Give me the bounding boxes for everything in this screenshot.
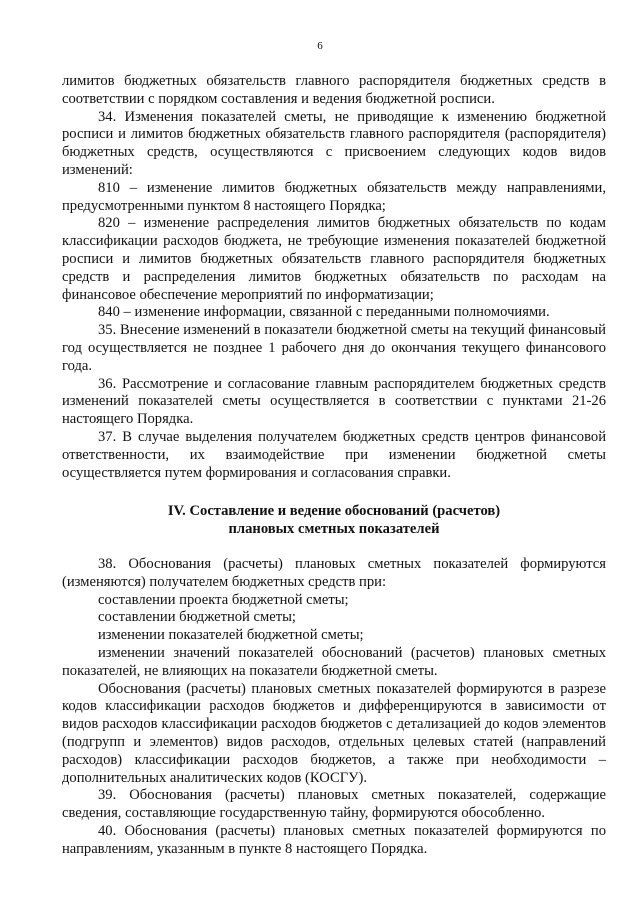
text-block-top [62, 73, 606, 482]
text-block-bottom [62, 556, 606, 859]
paragraph-38: 38. Обоснования (расчеты) плановых сметных показателей формируются (изменяются) получателем бюджетных средств при: [62, 556, 606, 590]
paragraph-continuation: лимитов бюджетных обязательств главного распорядителя бюджетных средств в соответствии с порядком составления и ведения бюджетной росписи. [62, 73, 606, 107]
section-heading-line1: IV. Составление и ведение обоснований (расчетов) [167, 503, 501, 519]
paragraph-code-810: 810 – изменение лимитов бюджетных обязательств между направлениями, предусмотренными пунктом 8 настоящего Порядка; [62, 179, 606, 214]
list-item-draft-estimate: составлении проекта бюджетной сметы; [98, 591, 349, 608]
paragraph-34: 34. Изменения показателей сметы, не приводящие к изменению бюджетной росписи и лимитов бюджетных обязательств главного распорядителя (распорядителя) бюджетных средств, осуществляются с присвоением следующих кодов видов изменений: [62, 108, 606, 178]
paragraph-justifications: Обоснования (расчеты) плановых сметных показателей формируются в разрезе кодов классификации расходов бюджетов и дифференцируются в зависимости от видов расходов классификации расходов бюджетов с детализацией до кодов элементов (подгрупп и элементов) видов расходов, отдельных целевых статей (направлений расходов) классификации расходов бюджетов, а также при необходимости – дополнительных аналитических кодов (КОСГУ). [62, 680, 606, 786]
paragraph-36: 36. Рассмотрение и согласование главным распорядителем бюджетных средств изменений показателей сметы осуществляется в соответствии с пунктами 21-26 настоящего Порядка. [62, 375, 606, 428]
paragraph-39: 39. Обоснования (расчеты) плановых сметных показателей, содержащие сведения, составляющие государственную тайну, формируются обособленно. [62, 787, 606, 822]
section-heading [62, 503, 606, 539]
page-number: 6 [317, 40, 323, 52]
paragraph-37: 37. В случае выделения получателем бюджетных средств центров финансовой ответственности, их взаимодействие при изменении бюджетной сметы осуществляется путем формирования и согласования справки. [62, 428, 606, 481]
list-item-estimate: составлении бюджетной сметы; [98, 609, 296, 626]
section-heading-line2: плановых сметных показателей [228, 520, 440, 537]
paragraph-40: 40. Обоснования (расчеты) плановых сметных показателей формируются по направлениям, указанным в пункте 8 настоящего Порядка. [62, 822, 606, 857]
paragraph-35: 35. Внесение изменений в показатели бюджетной сметы на текущий финансовый год осуществляется не позднее 1 рабочего дня до окончания текущего финансового года. [62, 322, 606, 374]
paragraph-code-820: 820 – изменение распределения лимитов бюджетных обязательств по кодам классификации расходов бюджета, не требующие изменения показателей бюджетной росписи и лимитов бюджетных обязательств главного распорядителя бюджетных средств и распределения лимитов бюджетных обязательств по расходам на финансовое обеспечение мероприятий по информатизации; [62, 215, 606, 303]
list-item-estimate-change: изменении показателей бюджетной сметы; [98, 627, 364, 644]
paragraph-code-840: 840 – изменение информации, связанной с переданными полномочиями. [98, 304, 550, 321]
list-item-indicator-change: изменении значений показателей обоснований (расчетов) плановых сметных показателей, не влияющих на показатели бюджетной сметы. [62, 644, 606, 679]
